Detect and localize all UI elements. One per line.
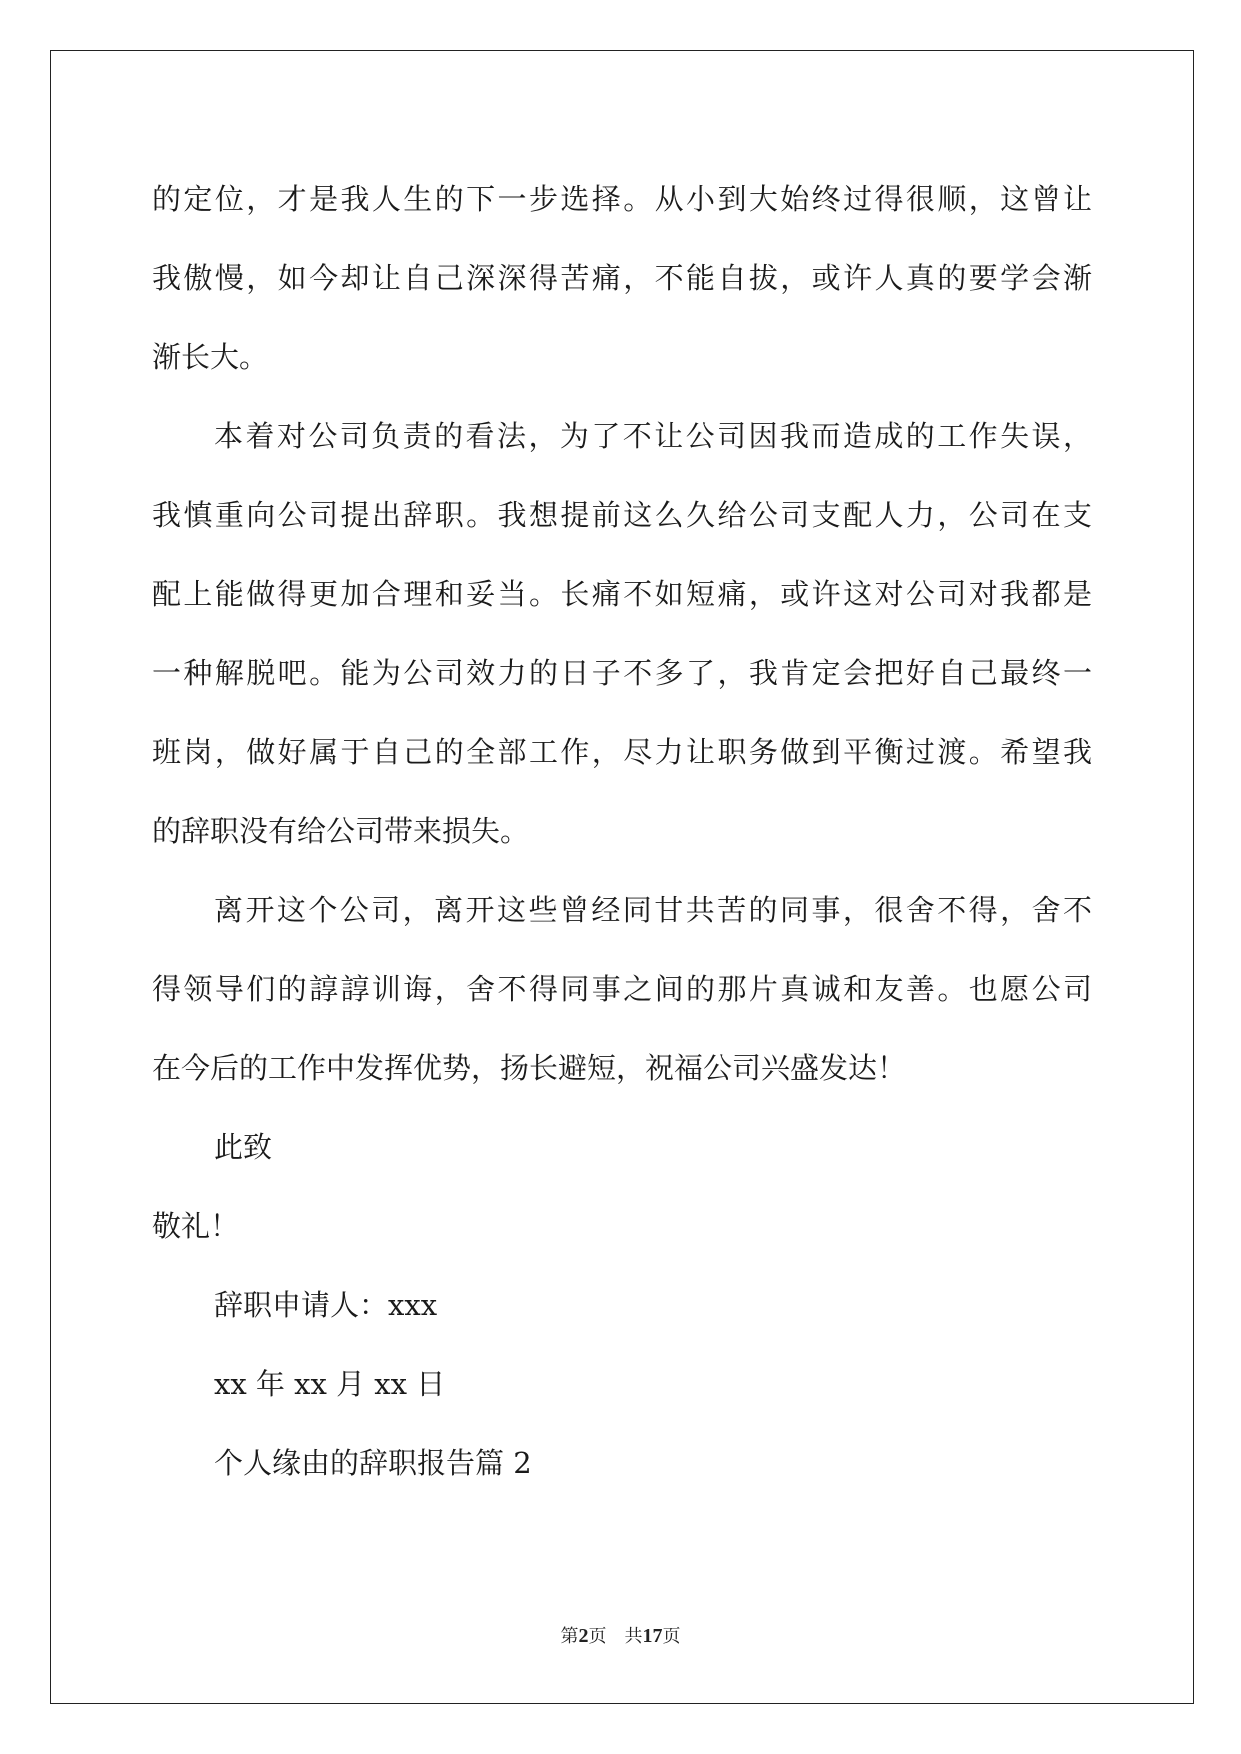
body-line: 本着对公司负责的看法，为了不让公司因我而造成的工作失误，	[214, 419, 1092, 453]
footer-total-suffix: 页	[662, 1626, 681, 1647]
document-body	[152, 160, 1092, 1503]
body-line: 的辞职没有给公司带来损失。	[152, 814, 530, 848]
body-line: 配上能做得更加合理和妥当。长痛不如短痛，或许这对公司对我都是	[152, 577, 1092, 611]
body-line: 一种解脱吧。能为公司效力的日子不多了，我肯定会把好自己最终一	[152, 656, 1092, 690]
body-line: 班岗，做好属于自己的全部工作，尽力让职务做到平衡过渡。希望我	[152, 735, 1092, 769]
body-line: 的定位，才是我人生的下一步选择。从小到大始终过得很顺，这曾让	[152, 182, 1092, 216]
section-heading: 个人缘由的辞职报告篇 2	[214, 1446, 532, 1480]
body-line: 得领导们的諄諄训诲，舍不得同事之间的那片真诚和友善。也愿公司	[152, 972, 1092, 1006]
closing-line: 敬礼！	[152, 1209, 240, 1243]
total-pages: 17	[642, 1625, 663, 1647]
body-line: 渐长大。	[152, 340, 269, 374]
body-line: 离开这个公司，离开这些曾经同甘共苦的同事，很舍不得，舍不	[214, 893, 1092, 927]
salutation-line: 此致	[214, 1130, 273, 1164]
footer-page-suffix: 页 共	[588, 1626, 643, 1647]
footer-prefix: 第	[560, 1626, 579, 1647]
signature-line: 辞职申请人：xxx	[214, 1288, 438, 1322]
date-line: xx 年 xx 月 xx 日	[214, 1367, 446, 1401]
body-line: 在今后的工作中发挥优势，扬长避短，祝福公司兴盛发达！	[152, 1051, 907, 1085]
page-number: 2	[578, 1625, 589, 1647]
page-footer	[0, 1622, 1241, 1648]
body-line: 我傲慢，如今却让自己深深得苦痛，不能自拔，或许人真的要学会渐	[152, 261, 1092, 295]
body-line: 我慎重向公司提出辞职。我想提前这么久给公司支配人力，公司在支	[152, 498, 1092, 532]
